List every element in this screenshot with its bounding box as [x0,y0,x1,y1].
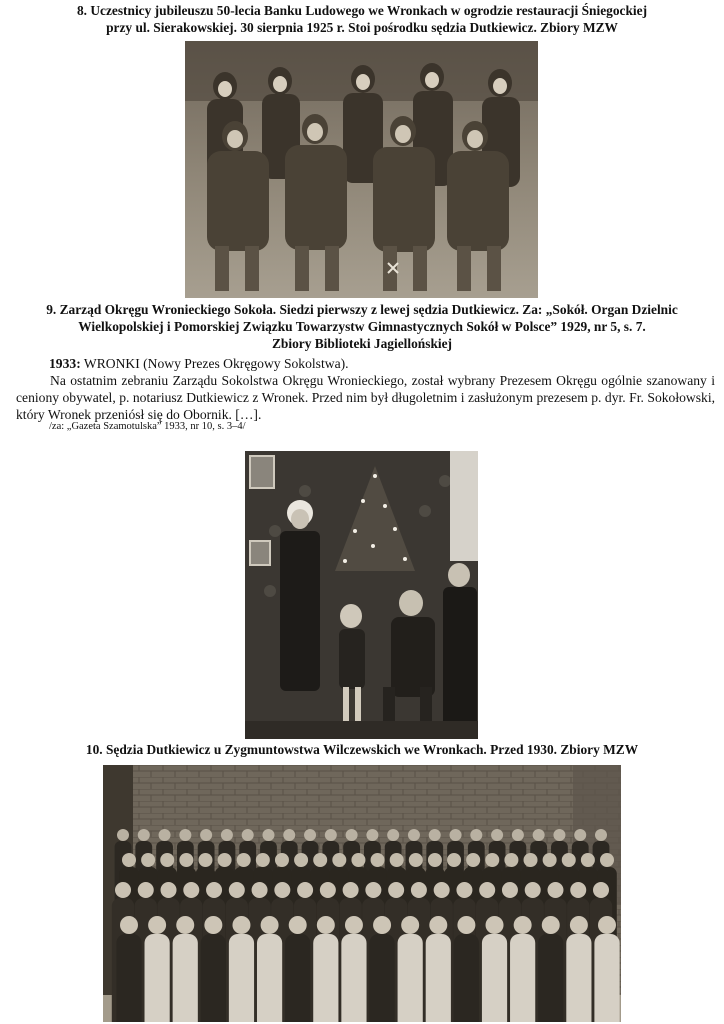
caption-line: Wielkopolskiej i Pomorskiej Związku Towarzystw Gimnastycznych Sokół w Polsce” 1929, nr 5, s. 7. [78,319,646,334]
christmas-tree-photo [245,451,478,739]
caption-line: 9. Zarząd Okręgu Wronieckiego Sokoła. Siedzi pierwszy z lewej sędzia Dutkiewicz. Za: „Sokół. Organ Dzielnic [46,302,678,317]
group-photo-bank-jubilee [185,41,538,298]
caption-line: 8. Uczestnicy jubileuszu 50-lecia Banku Ludowego we Wronkach w ogrodzie restauracji Śniegockiej [76,3,648,18]
article-year: 1933: [49,356,81,371]
article-title: WRONKI (Nowy Prezes Okręgowy Sokolstwa). [80,356,349,371]
large-group-photo [103,765,621,1022]
article-heading [49,355,724,372]
article-paragraph: Na ostatnim zebraniu Zarządu Sokolstwa Okręgu Wronieckiego, został wybrany Prezesem Okręgu ogólnie szanowany i ceniony obywatel, p. notariusz Dutkiewicz z Wronek. Przed nim był długoletnim i zasłużonym prezesem p. dyr. Fr. Sokołowski, który Wronek przeniósł się do Obornik. […]. [16,373,715,422]
caption-line: 10. Sędzia Dutkiewicz u Zygmuntowstwa Wilczewskich we Wronkach. Przed 1930. Zbiory MZW [85,742,639,757]
caption-line: Zbiory Biblioteki Jagiellońskiej [271,336,453,351]
caption-photo-8 [0,2,724,36]
caption-photo-10 [0,741,724,758]
caption-photo-9 [0,301,724,352]
caption-line: przy ul. Sierakowskiej. 30 sierpnia 1925 r. Stoi pośrodku sędzia Dutkiewicz. Zbiory MZW [106,20,618,35]
article-source: /za: „Gazeta Szamotulska” 1933, nr 10, s. 3–4/ [49,421,246,432]
